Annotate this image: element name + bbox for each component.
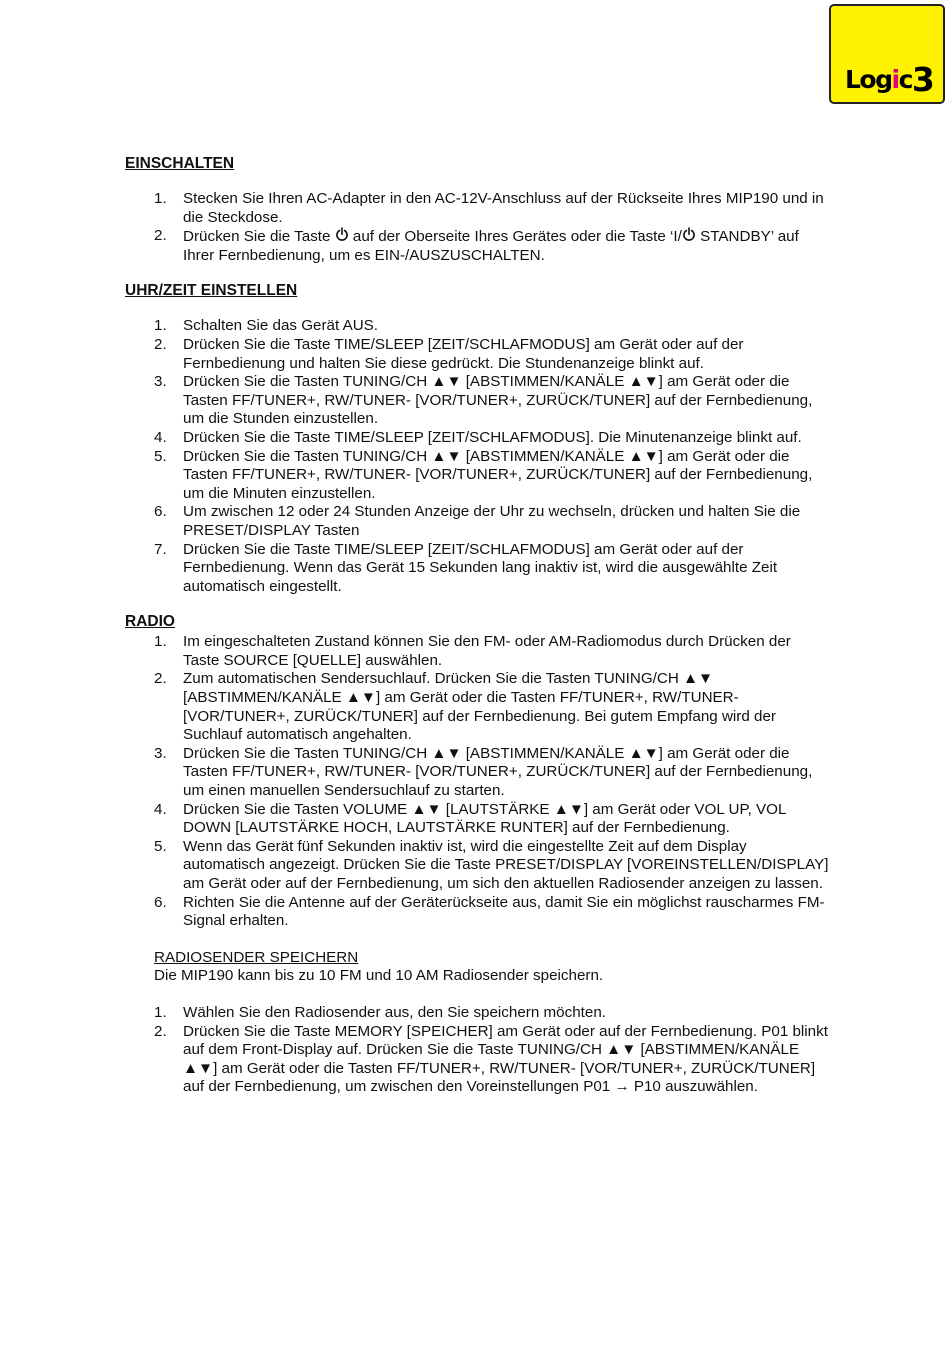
- heading-einschalten: EINSCHALTEN: [125, 155, 235, 172]
- list-item: 5. Drücken Sie die Tasten TUNING/CH ▲▼ [ABSTIMMEN/KANÄLE ▲▼] am Gerät oder die Tasten FF/TUNER+, RW/TUNER- [VOR/TUNER+, ZURÜCK/TUNER] auf der Fernbedienung, um die Minuten einzustellen.: [154, 447, 813, 502]
- power-icon: [682, 227, 696, 242]
- list-einschalten: [125, 190, 830, 265]
- list-radio: [125, 633, 830, 931]
- subsection-radiosender: [154, 949, 830, 986]
- list-item: 2. Drücken Sie die Taste auf der Oberseite Ihres Gerätes oder die Taste ‘I/ STANDBY’ auf Ihrer Fernbedienung, um es EIN-/AUSZUSCHALTEN.: [154, 227, 799, 264]
- subheading-radiosender-speichern: RADIOSENDER SPEICHERN: [154, 948, 359, 966]
- list-item: 7. Drücken Sie die Taste TIME/SLEEP [ZEIT/SCHLAFMODUS] am Gerät oder auf der Fernbedienung. Wenn das Gerät 15 Sekunden lang inaktiv ist, wird die ausgewählte Zeit automatisch eingestellt.: [154, 540, 778, 595]
- subsection-intro: Die MIP190 kann bis zu 10 FM und 10 AM Radiosender speichern.: [154, 967, 604, 985]
- list-item: 2. Drücken Sie die Taste MEMORY [SPEICHER] am Gerät oder auf der Fernbedienung. P01 blinkt auf dem Front-Display auf. Drücken Sie die Taste TUNING/CH ▲▼ [ABSTIMMEN/KANÄLE ▲▼] am Gerät oder die Tasten FF/TUNER+, RW/TUNER- [VOR/TUNER+, ZURÜCK/TUNER] auf der Fernbedienung, um zwischen den Voreinstellungen P01 → P10 auszuwählen.: [154, 1022, 828, 1096]
- list-radiosender: [125, 1004, 830, 1097]
- heading-uhrzeit: UHR/ZEIT EINSTELLEN: [125, 282, 298, 300]
- list-item: 1. Wählen Sie den Radiosender aus, den Sie speichern möchten.: [154, 1003, 606, 1021]
- list-item: 5. Wenn das Gerät fünf Sekunden inaktiv ist, wird die eingestellte Zeit auf dem Display automatisch angezeigt. Drücken Sie die Taste PRESET/DISPLAY [VOREINSTELLEN/DISPLAY] am Gerät oder auf der Fernbedienung, um sich den aktuellen Radiosender anzeigen zu lassen.: [154, 837, 829, 892]
- logic3-logo: [829, 4, 945, 104]
- document-body: [125, 153, 830, 1097]
- list-item: 6. Richten Sie die Antenne auf der Geräterückseite aus, damit Sie ein möglichst rauscharmes FM-Signal erhalten.: [154, 893, 825, 930]
- list-item: 6. Um zwischen 12 oder 24 Stunden Anzeige der Uhr zu wechseln, drücken und halten Sie die PRESET/DISPLAY Tasten: [154, 503, 801, 539]
- list-item: 4. Drücken Sie die Tasten VOLUME ▲▼ [LAUTSTÄRKE ▲▼] am Gerät oder VOL UP, VOL DOWN [LAUTSTÄRKE HOCH, LAUTSTÄRKE RUNTER] auf der Fernbedienung.: [154, 800, 786, 837]
- list-item: 2. Zum automatischen Sendersuchlauf. Drücken Sie die Tasten TUNING/CH ▲▼ [ABSTIMMEN/KANÄLE ▲▼] am Gerät oder die Tasten FF/TUNER+, RW/TUNER- [VOR/TUNER+, ZURÜCK/TUNER] auf der Fernbedienung. Bei gutem Empfang wird der Suchlauf automatisch angehalten.: [154, 670, 776, 744]
- list-item: 3. Drücken Sie die Tasten TUNING/CH ▲▼ [ABSTIMMEN/KANÄLE ▲▼] am Gerät oder die Tasten FF/TUNER+, RW/TUNER- [VOR/TUNER+, ZURÜCK/TUNER] auf der Fernbedienung, um einen manuellen Sendersuchlauf zu starten.: [154, 744, 813, 800]
- list-item: 2. Drücken Sie die Taste TIME/SLEEP [ZEIT/SCHLAFMODUS] am Gerät oder auf der Fernbedienung und halten Sie diese gedrückt. Die Stundenanzeige blinkt auf.: [154, 335, 744, 372]
- list-item: 1. Schalten Sie das Gerät AUS.: [154, 317, 379, 335]
- list-item: 1. Stecken Sie Ihren AC-Adapter in den AC-12V-Anschluss auf der Rückseite Ihres MIP190 und in die Steckdose.: [154, 190, 824, 226]
- power-icon: [335, 227, 349, 242]
- list-item: 4. Drücken Sie die Taste TIME/SLEEP [ZEIT/SCHLAFMODUS]. Die Minutenanzeige blinkt auf.: [154, 428, 802, 446]
- list-uhrzeit: [125, 317, 830, 596]
- heading-radio: RADIO: [125, 613, 175, 631]
- list-item: 3. Drücken Sie die Tasten TUNING/CH ▲▼ [ABSTIMMEN/KANÄLE ▲▼] am Gerät oder die Tasten FF/TUNER+, RW/TUNER- [VOR/TUNER+, ZURÜCK/TUNER] auf der Fernbedienung, um die Stunden einzustellen.: [154, 373, 813, 428]
- list-item: 1. Im eingeschalteten Zustand können Sie den FM- oder AM-Radiomodus durch Drücken der Taste SOURCE [QUELLE] auswählen.: [154, 633, 791, 669]
- logo-text: Logic3: [845, 60, 935, 99]
